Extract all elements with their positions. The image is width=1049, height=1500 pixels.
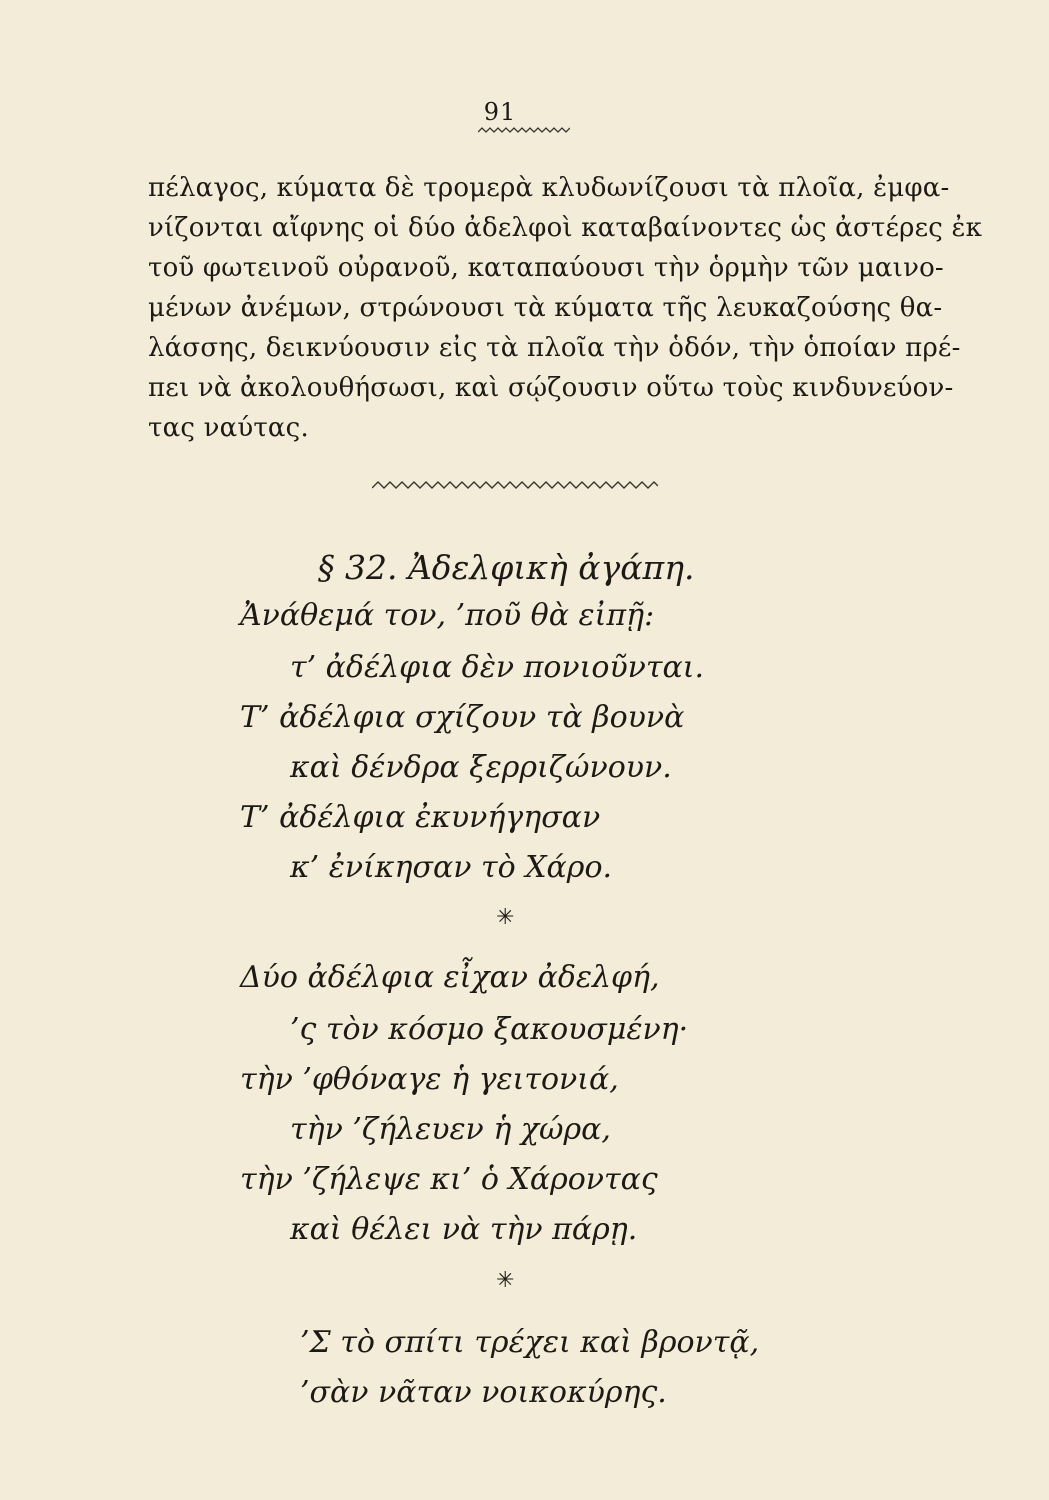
verse-line: ’σὰν νᾶταν νοικοκύρης. [300, 1375, 667, 1410]
prose-line: λάσσης, δεικνύουσιν εἰς τὰ πλοῖα τὴν ὁδόν, τὴν ὁποίαν πρέ- [148, 333, 961, 363]
prose-line: μένων ἀνέμων, στρώνουσι τὰ κύματα τῆς λευκαζούσης θα- [148, 293, 943, 323]
verse-line: καὶ δένδρα ξερριζώνουν. [290, 750, 672, 785]
verse-line: τὴν ’φθόναγε ἡ γειτονιά, [240, 1062, 619, 1097]
prose-line: νίζονται αἴφνης οἱ δύο ἀδελφοὶ καταβαίνοντες ὡς ἀστέρες ἐκ [148, 213, 983, 243]
section-heading: § 32. Ἀδελφικὴ ἀγάπη. [318, 548, 695, 587]
ornament-squiggle-small [478, 124, 570, 136]
asterism-divider-icon: ✳ [496, 905, 512, 930]
ornament-squiggle-divider [372, 478, 658, 494]
verse-line: τὴν ’ζήλευεν ἡ χώρα, [290, 1112, 611, 1147]
verse-line: κ’ ἐνίκησαν τὸ Χάρο. [290, 850, 613, 885]
verse-line: ’Σ τὸ σπίτι τρέχει καὶ βροντᾷ, [300, 1325, 760, 1360]
prose-paragraph [148, 168, 983, 448]
verse-line: καὶ θέλει νὰ τὴν πάρῃ. [290, 1212, 638, 1247]
prose-line: τοῦ φωτεινοῦ οὐρανοῦ, καταπαύουσι τὴν ὁρμὴν τῶν μαινο- [148, 253, 944, 283]
prose-line: πέλαγος, κύματα δὲ τρομερὰ κλυδωνίζουσι τὰ πλοῖα, ἐμφα- [148, 173, 950, 203]
prose-line: τας ναύτας. [148, 413, 309, 443]
verse-line: Τ’ ἀδέλφια σχίζουν τὰ βουνὰ [240, 700, 685, 735]
verse-line: τὴν ’ζήλεψε κι’ ὁ Χάροντας [240, 1162, 658, 1197]
verse-line: ’ς τὸν κόσμο ξακουσμένη· [290, 1012, 689, 1047]
verse-line: Τ’ ἀδέλφια ἐκυνήγησαν [240, 800, 601, 835]
page-number: 91 [483, 98, 517, 126]
prose-line: πει νὰ ἀκολουθήσωσι, καὶ σῴζουσιν οὕτω τοὺς κινδυνεύον- [148, 373, 954, 403]
asterism-divider-icon: ✳ [496, 1268, 512, 1293]
verse-line: Ἀνάθεμά τον, ’ποῦ θὰ εἰπῇ: [240, 598, 655, 633]
verse-line: τ’ ἀδέλφια δὲν πονιοῦνται. [290, 650, 705, 685]
verse-line: Δύο ἀδέλφια εἶχαν ἀδελφή, [240, 960, 660, 995]
